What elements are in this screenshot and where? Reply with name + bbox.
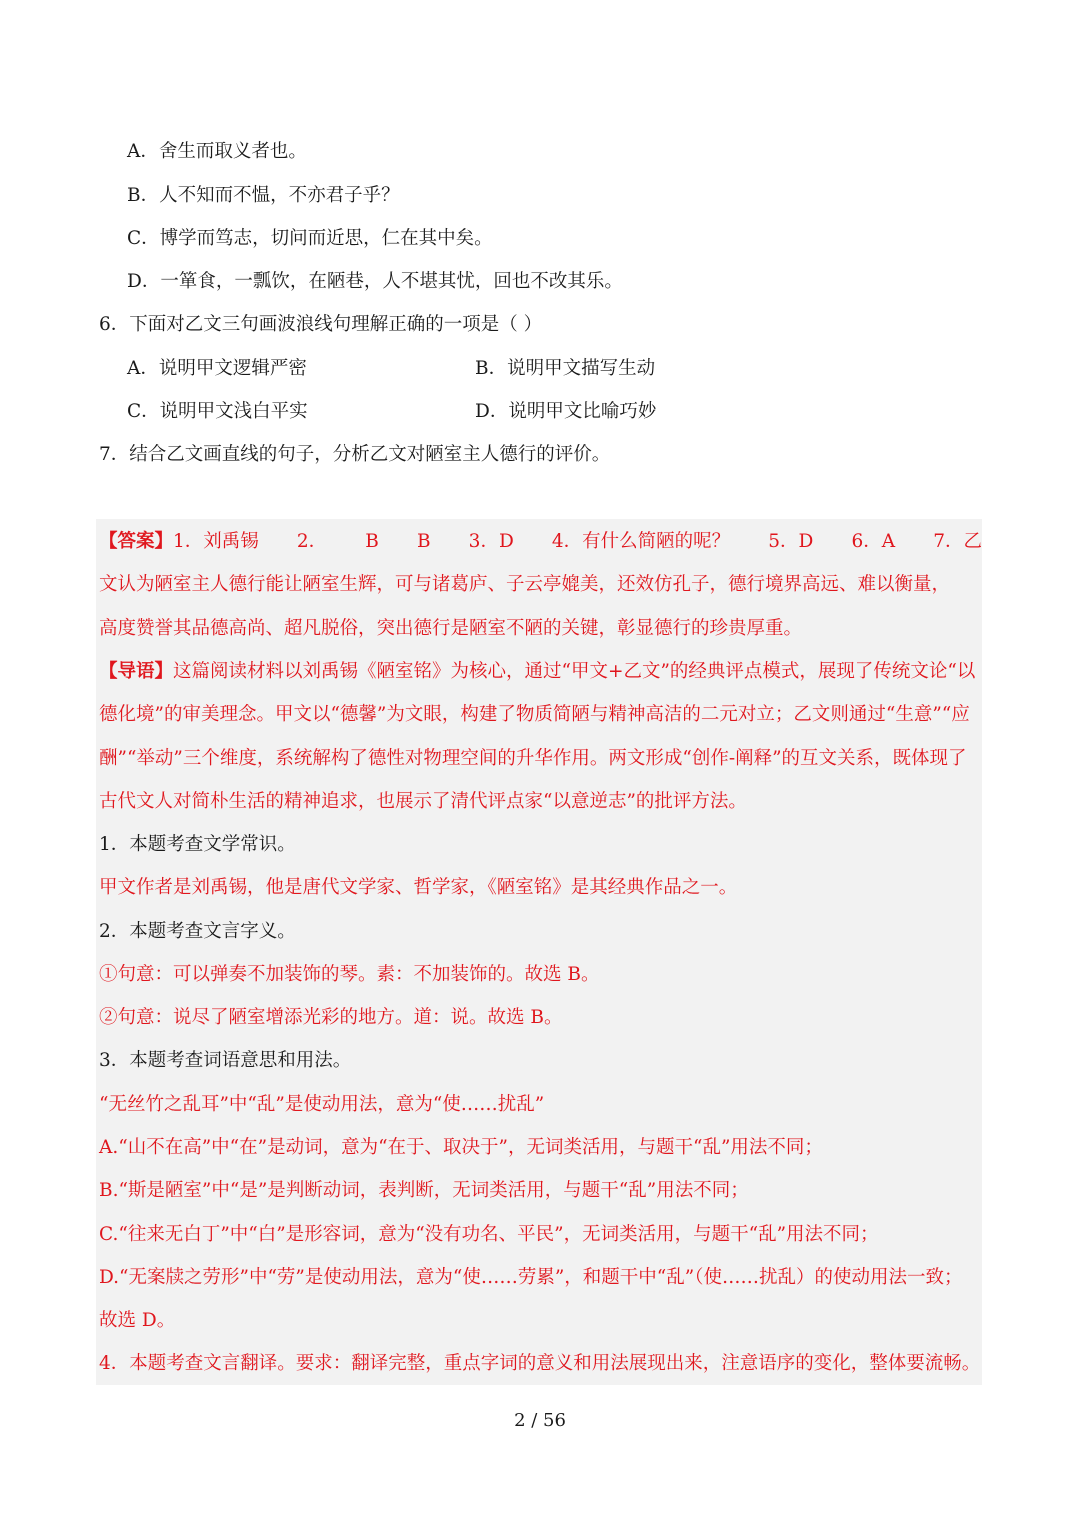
explanation-3-heading: 3．本题考查词语意思和用法。	[99, 1050, 352, 1071]
explanation-3-intro: “无丝竹之乱耳”中“乱”是使动用法，意为“使……扰乱”	[99, 1094, 545, 1115]
explanation-3-option-a: A.“山不在高”中“在”是动词，意为“在于、取决于”，无词类活用，与题干“乱”用法不同；	[99, 1137, 823, 1158]
q5-option-a: A．舍生而取义者也。	[127, 141, 307, 162]
guide-line-2: 德化境”的审美理念。甲文以“德馨”为文眼，构建了物质简陋与精神高洁的二元对立；乙文则通过“生意”“应	[99, 704, 970, 725]
guide-text-1: 这篇阅读材料以刘禹锡《陋室铭》为核心，通过“甲文+乙文”的经典评点模式，展现了传统文论“以	[173, 661, 976, 682]
answer-2-value-2: B	[416, 531, 431, 552]
answer-line-2: 文认为陋室主人德行能让陋室生辉，可与诸葛庐、子云亭媲美，还效仿孔子，德行境界高远、难以衡量，	[99, 574, 951, 595]
explanation-4-heading: 4．本题考查文言翻译。要求：翻译完整，重点字词的意义和用法展现出来，注意语序的变化，整体要流畅。	[99, 1353, 981, 1374]
answer-3: 3．D	[468, 531, 514, 552]
answer-5: 5．D	[768, 531, 814, 552]
explanation-3-option-b: B.“斯是陋室”中“是”是判断动词，表判断，无词类活用，与题干“乱”用法不同；	[99, 1180, 749, 1201]
guide-label: 【导语】	[99, 661, 174, 682]
answer-2-value-1: B	[365, 531, 379, 552]
q5-option-b: B．人不知而不愠，不亦君子乎？	[127, 185, 400, 206]
answer-label: 【答案】	[99, 531, 174, 552]
explanation-3-option-c: C.“往来无白丁”中“白”是形容词，意为“没有功名、平民”，无词类活用，与题干“乱”用法不同；	[99, 1224, 879, 1245]
q5-option-c: C．博学而笃志，切问而近思，仁在其中矣。	[127, 228, 493, 249]
explanation-2-item-2: ②句意：说尽了陋室增添光彩的地方。道：说。故选 B。	[99, 1007, 563, 1028]
q6-option-b: B．说明甲文描写生动	[475, 358, 656, 379]
answer-1: 1．刘禹锡	[173, 531, 259, 552]
answer-section	[96, 519, 982, 1385]
answer-line-1	[99, 527, 982, 557]
answer-7-start: 7．乙	[933, 531, 982, 552]
guide-line-3: 酬”“举动”三个维度，系统解构了德性对物理空间的升华作用。两文形成“创作-阐释”的互文关系，既体现了	[99, 748, 967, 769]
guide-line-1	[99, 657, 975, 687]
answer-line-3: 高度赞誉其品德高尚、超凡脱俗，突出德行是陋室不陋的关键，彰显德行的珍贵厚重。	[99, 618, 803, 639]
q6-stem: 6．下面对乙文三句画波浪线句理解正确的一项是（ ）	[99, 314, 543, 335]
guide-line-4: 古代文人对简朴生活的精神追求，也展示了清代评点家“以意逆志”的批评方法。	[99, 791, 747, 812]
q5-option-d: D．一箪食，一瓢饮，在陋巷，人不堪其忧，回也不改其乐。	[127, 271, 623, 292]
q6-option-d: D．说明甲文比喻巧妙	[475, 401, 657, 422]
explanation-3-conclusion: 故选 D。	[99, 1310, 176, 1331]
q6-option-c: C．说明甲文浅白平实	[127, 401, 308, 422]
explanation-1-heading: 1．本题考查文学常识。	[99, 834, 296, 855]
explanation-2-item-1: ①句意：可以弹奏不加装饰的琴。素：不加装饰的。故选 B。	[99, 964, 600, 985]
answer-items	[99, 527, 259, 557]
answer-2-num: 2．	[296, 531, 328, 552]
q6-option-a: A．说明甲文逻辑严密	[127, 358, 307, 379]
page-number: 2 / 56	[514, 1410, 566, 1431]
explanation-1-text: 甲文作者是刘禹锡，他是唐代文学家、哲学家，《陋室铭》是其经典作品之一。	[99, 877, 738, 898]
q7-stem: 7．结合乙文画直线的句子，分析乙文对陋室主人德行的评价。	[99, 444, 611, 465]
answer-4: 4．有什么简陋的呢？	[551, 531, 731, 552]
answer-6: 6．A	[851, 531, 896, 552]
explanation-3-option-d: D.“无案牍之劳形”中“劳”是使动用法，意为“使……劳累”，和题干中“乱”（使……扰乱）的使动用法一致；	[99, 1267, 963, 1288]
explanation-2-heading: 2．本题考查文言字义。	[99, 921, 296, 942]
